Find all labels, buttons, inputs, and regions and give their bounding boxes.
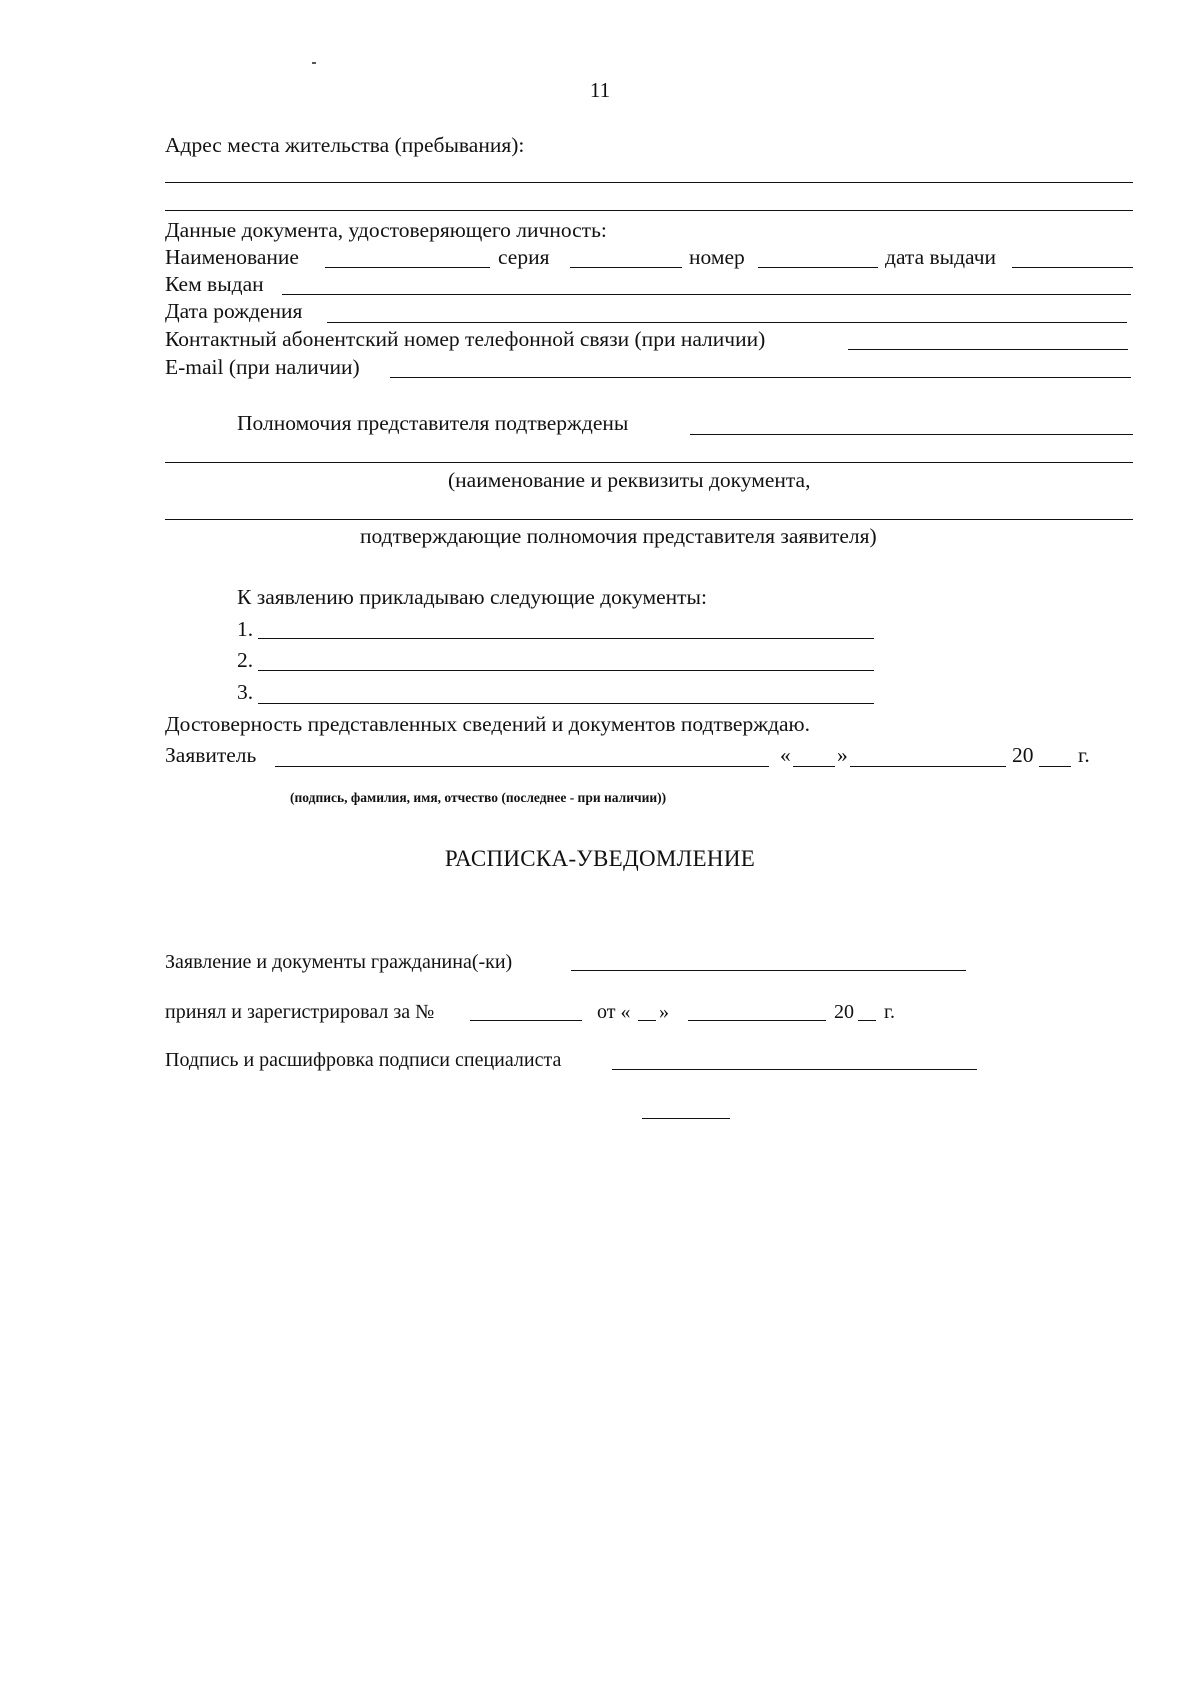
representative-field[interactable] [690, 434, 1133, 435]
quote-open: « [780, 743, 791, 767]
attachment-number-2: 2. [237, 648, 254, 672]
id-number-field[interactable] [758, 267, 878, 268]
day-field[interactable] [793, 766, 835, 767]
receipt-from-label: от « [597, 1001, 631, 1023]
year-field[interactable] [1039, 766, 1071, 767]
id-issue-date-field[interactable] [1012, 267, 1133, 268]
receipt-number-field[interactable] [470, 1020, 582, 1021]
receipt-year-field[interactable] [858, 1020, 876, 1021]
address-line-2[interactable] [165, 210, 1133, 211]
receipt-docs-label: Заявление и документы гражданина(-ки) [165, 951, 513, 973]
applicant-signature-field[interactable] [275, 766, 769, 767]
representative-caption-2: подтверждающие полномочия представителя заявителя) [360, 524, 877, 548]
receipt-title: РАСПИСКА-УВЕДОМЛЕНИЕ [444, 846, 756, 871]
year-prefix: 20 [1012, 743, 1034, 767]
year-suffix: г. [1078, 743, 1090, 767]
id-series-label: серия [498, 245, 550, 269]
address-label: Адрес места жительства (пребывания): [165, 133, 525, 157]
signature-caption: (подпись, фамилия, имя, отчество (последнее - при наличии)) [290, 790, 667, 805]
receipt-citizen-field[interactable] [571, 970, 966, 971]
end-separator [642, 1118, 730, 1119]
representative-doc-line-1[interactable] [165, 462, 1133, 463]
email-label: E-mail (при наличии) [165, 355, 360, 379]
receipt-month-field[interactable] [688, 1020, 826, 1021]
month-field[interactable] [850, 766, 1006, 767]
issued-by-field[interactable] [282, 294, 1131, 295]
scan-mark [312, 62, 316, 64]
id-name-field[interactable] [325, 267, 490, 268]
id-number-label: номер [689, 245, 745, 269]
attachment-field-2[interactable] [258, 670, 874, 671]
receipt-year-suffix: г. [884, 1001, 895, 1023]
address-line-1[interactable] [165, 182, 1133, 183]
receipt-quote-close: » [659, 1001, 669, 1023]
receipt-signature-label: Подпись и расшифровка подписи специалиста [165, 1049, 562, 1071]
birth-date-field[interactable] [327, 322, 1127, 323]
quote-close: » [837, 743, 848, 767]
declaration-text: Достоверность представленных сведений и документов подтверждаю. [165, 712, 810, 736]
representative-label: Полномочия представителя подтверждены [237, 411, 629, 435]
attachment-field-3[interactable] [258, 703, 874, 704]
receipt-signature-field[interactable] [612, 1069, 977, 1070]
attachment-number-1: 1. [237, 617, 254, 641]
id-series-field[interactable] [570, 267, 682, 268]
id-issue-date-label: дата выдачи [885, 245, 997, 269]
applicant-label: Заявитель [165, 743, 257, 767]
representative-doc-line-2[interactable] [165, 519, 1133, 520]
birth-date-label: Дата рождения [165, 299, 303, 323]
receipt-year-prefix: 20 [834, 1001, 854, 1023]
id-doc-heading: Данные документа, удостоверяющего личность: [165, 218, 607, 242]
attachments-heading: К заявлению прикладываю следующие документы: [237, 585, 707, 609]
page-number: 11 [589, 78, 611, 102]
receipt-day-field[interactable] [638, 1020, 656, 1021]
id-name-label: Наименование [165, 245, 299, 269]
receipt-registered-label: принял и зарегистрировал за № [165, 1001, 435, 1023]
attachment-number-3: 3. [237, 680, 254, 704]
issued-by-label: Кем выдан [165, 272, 264, 296]
phone-field[interactable] [848, 349, 1128, 350]
attachment-field-1[interactable] [258, 638, 874, 639]
phone-label: Контактный абонентский номер телефонной связи (при наличии) [165, 327, 766, 351]
email-field[interactable] [390, 377, 1131, 378]
representative-caption-1: (наименование и реквизиты документа, [448, 468, 811, 492]
